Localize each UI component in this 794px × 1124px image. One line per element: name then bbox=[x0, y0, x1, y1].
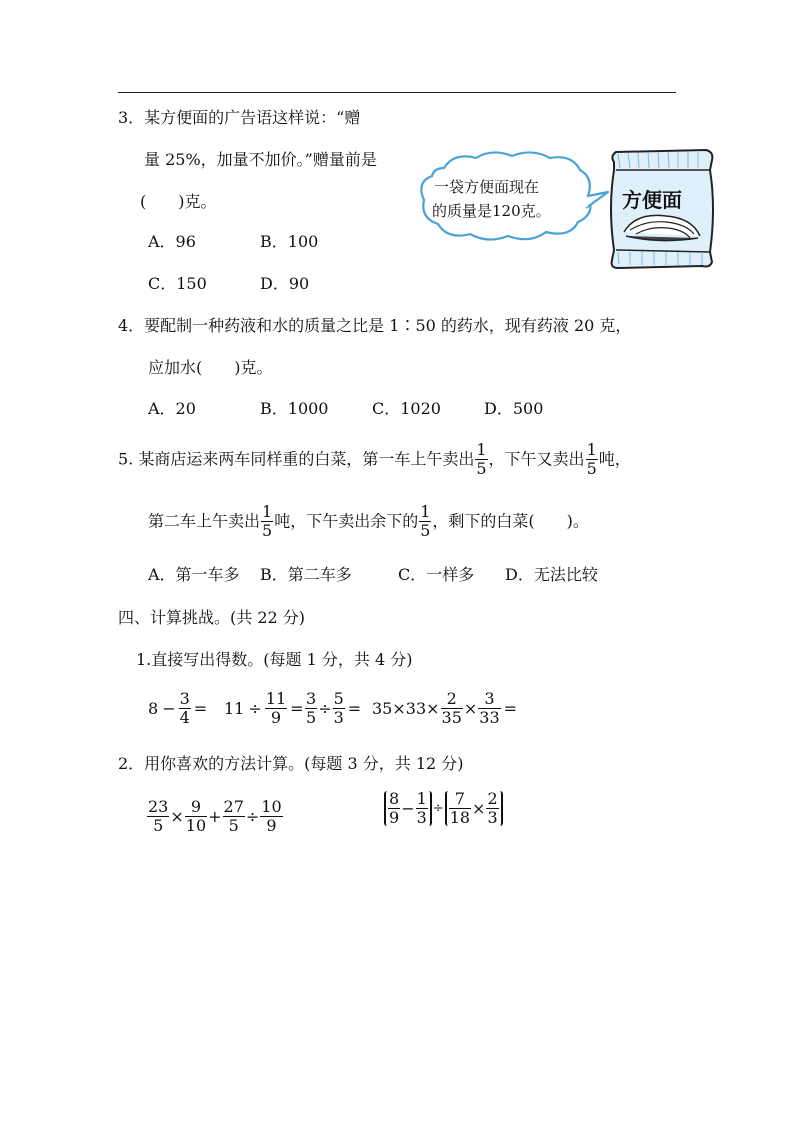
calc2-f1-fraction1 bbox=[147, 799, 169, 834]
calc1-e2-equals: = bbox=[290, 698, 304, 718]
package-label: 方便面 bbox=[622, 188, 682, 212]
calc2-f2-operator1: − bbox=[401, 798, 415, 818]
q5-option-d: D．无法比较 bbox=[505, 565, 598, 584]
calc1-e3-fraction2 bbox=[333, 691, 345, 726]
q5-line2 bbox=[148, 504, 589, 539]
calc2-f2-numerator1: 8 bbox=[389, 789, 400, 808]
calc2-expr1 bbox=[146, 799, 284, 834]
calc1-e3-operator: ÷ bbox=[318, 698, 332, 718]
q5-text-part5: 吨，下午卖出余下的 bbox=[274, 511, 419, 531]
calc1-e1-denominator: 4 bbox=[179, 708, 190, 727]
q3-option-d: D．90 bbox=[260, 274, 310, 293]
calc1-e3-denominator2: 3 bbox=[333, 708, 344, 727]
calc2-f1-denominator3: 5 bbox=[228, 816, 239, 835]
q5-fraction-4-denominator: 5 bbox=[420, 521, 431, 540]
calc2-f1-denominator4: 9 bbox=[266, 816, 277, 835]
q3-option-a: A．96 bbox=[148, 232, 196, 251]
calc2-f2-denominator4: 3 bbox=[487, 808, 498, 827]
calc1-e4-denominator2: 33 bbox=[479, 708, 500, 727]
q5-option-c: C．一样多 bbox=[398, 565, 475, 584]
calc1-e4-numerator2: 3 bbox=[478, 691, 500, 709]
calc1-e1-equals: = bbox=[193, 698, 208, 718]
calc2-f2-fraction3 bbox=[449, 791, 471, 826]
calc2-f2-operator3: × bbox=[472, 798, 486, 818]
calc1-e4-fraction1 bbox=[441, 691, 463, 726]
calc1-e1-operator: − bbox=[162, 698, 176, 718]
q5-fraction-4-numerator: 1 bbox=[420, 502, 431, 521]
q5-text-part4: 第二车上午卖出 bbox=[148, 511, 261, 531]
q5-text-part1: 5. 某商店运来两车同样重的白菜，第一车上午卖出 bbox=[118, 449, 475, 469]
q5-text-part2: ，下午又卖出 bbox=[488, 449, 585, 469]
q3-line3: ( )克。 bbox=[140, 192, 217, 211]
q5-option-b: B．第二车多 bbox=[260, 565, 352, 584]
calc1-e2-numerator: 11 bbox=[265, 689, 287, 708]
calc1-expr1 bbox=[148, 691, 209, 726]
q4-option-a: A．20 bbox=[148, 399, 196, 418]
section4-title: 四、计算挑战。(共 22 分) bbox=[118, 608, 306, 627]
calc2-f1-numerator4: 10 bbox=[261, 797, 282, 816]
speech-bubble-illustration bbox=[414, 148, 614, 248]
calc2-f2-denominator2: 3 bbox=[416, 808, 427, 827]
calc1-e2-operator: ÷ bbox=[248, 698, 262, 718]
calc2-f2-denominator3: 18 bbox=[449, 808, 471, 827]
q3-option-c: C．150 bbox=[148, 274, 207, 293]
calc2-expr2 bbox=[384, 791, 503, 826]
q5-fraction-3-denominator: 5 bbox=[262, 521, 273, 540]
q4-option-b: B．1000 bbox=[260, 399, 329, 418]
q5-fraction-4 bbox=[419, 504, 431, 539]
calc2-f2-bracket1 bbox=[384, 791, 432, 826]
calc1-expr2 bbox=[224, 691, 306, 726]
calc1-expr3 bbox=[304, 691, 363, 726]
calc2-f1-numerator3: 27 bbox=[223, 797, 244, 816]
calc1-e4-equals: = bbox=[503, 698, 518, 718]
q4-line2: 应加水( )克。 bbox=[148, 358, 273, 377]
calc1-e1-numerator: 3 bbox=[179, 689, 190, 708]
calc1-expr4 bbox=[372, 691, 519, 726]
calc2-f2-numerator2: 1 bbox=[416, 789, 427, 808]
top-rule bbox=[118, 92, 676, 93]
calc2-f1-fraction4 bbox=[260, 799, 282, 834]
bubble-text-line1: 一袋方便面现在 bbox=[434, 178, 540, 196]
q5-fraction-3-numerator: 1 bbox=[262, 502, 273, 521]
q5-text-part6: ，剩下的白菜( )。 bbox=[432, 511, 589, 531]
q5-line1 bbox=[118, 442, 631, 477]
calc2-f1-numerator2: 9 bbox=[185, 799, 207, 817]
calc2-f1-operator1: × bbox=[170, 806, 184, 826]
q5-fraction-2-denominator: 5 bbox=[586, 459, 597, 478]
calc1-e3-fraction1 bbox=[305, 691, 317, 726]
q5-fraction-1 bbox=[475, 442, 487, 477]
q3-line1: 3．某方便面的广告语这样说：“赠 bbox=[118, 108, 361, 127]
calc2-f1-fraction3 bbox=[223, 799, 245, 834]
calc1-e2-denominator: 9 bbox=[270, 708, 282, 727]
calc1-e4-fraction2 bbox=[478, 691, 500, 726]
calc1-e4-denominator1: 35 bbox=[441, 708, 462, 727]
calc1-e1-whole: 8 bbox=[148, 698, 159, 718]
calc2-f2-fraction4 bbox=[486, 791, 498, 826]
calc1-e3-numerator1: 3 bbox=[306, 689, 317, 708]
calc2-f2-fraction2 bbox=[416, 791, 428, 826]
calc2-f1-numerator1: 23 bbox=[148, 797, 169, 816]
calc1-e4-numerator1: 2 bbox=[441, 691, 463, 709]
calc2-f1-operator2: + bbox=[208, 806, 222, 826]
calc2-f2-fraction1 bbox=[388, 791, 400, 826]
calc2-f1-fraction2 bbox=[185, 799, 207, 834]
calc1-e3-denominator1: 5 bbox=[306, 708, 317, 727]
q5-option-a: A．第一车多 bbox=[148, 565, 240, 584]
q3-option-b: B．100 bbox=[260, 232, 319, 251]
section4-sub1: 1.直接写出得数。(每题 1 分，共 4 分) bbox=[136, 650, 413, 669]
calc1-e2-whole: 11 bbox=[224, 698, 245, 718]
calc1-e4-product: 35×33× bbox=[372, 698, 440, 718]
calc1-e1-fraction bbox=[179, 691, 191, 726]
calc1-e3-equals: = bbox=[347, 698, 362, 718]
q5-fraction-1-denominator: 5 bbox=[476, 459, 487, 478]
q5-fraction-3 bbox=[261, 504, 273, 539]
calc1-e4-operator: × bbox=[463, 698, 478, 718]
calc2-f1-denominator2: 10 bbox=[185, 816, 207, 835]
q5-text-part3: 吨， bbox=[598, 449, 631, 469]
calc1-e2-fraction bbox=[265, 691, 287, 726]
calc2-f1-operator3: ÷ bbox=[245, 806, 260, 826]
q4-option-c: C．1020 bbox=[372, 399, 441, 418]
q5-fraction-1-numerator: 1 bbox=[476, 440, 487, 459]
bubble-text-line2: 的质量是120克。 bbox=[432, 202, 551, 220]
calc2-f2-operator2: ÷ bbox=[432, 801, 444, 816]
calc2-f1-denominator1: 5 bbox=[153, 816, 164, 835]
q5-fraction-2 bbox=[586, 442, 598, 477]
calc2-f2-numerator3: 7 bbox=[449, 791, 471, 809]
calc1-e3-numerator2: 5 bbox=[333, 689, 344, 708]
calc2-f2-bracket2 bbox=[445, 791, 503, 826]
q5-fraction-2-numerator: 1 bbox=[586, 440, 597, 459]
calc2-f2-denominator1: 9 bbox=[389, 808, 400, 827]
q4-line1: 4．要配制一种药液和水的质量之比是 1∶50 的药水，现有药液 20 克， bbox=[118, 316, 632, 335]
q3-line2: 量 25%，加量不加价。”赠量前是 bbox=[144, 150, 377, 169]
q4-option-d: D．500 bbox=[484, 399, 544, 418]
section4-sub2: 2．用你喜欢的方法计算。(每题 3 分，共 12 分) bbox=[118, 754, 464, 773]
calc2-f2-numerator4: 2 bbox=[487, 789, 498, 808]
